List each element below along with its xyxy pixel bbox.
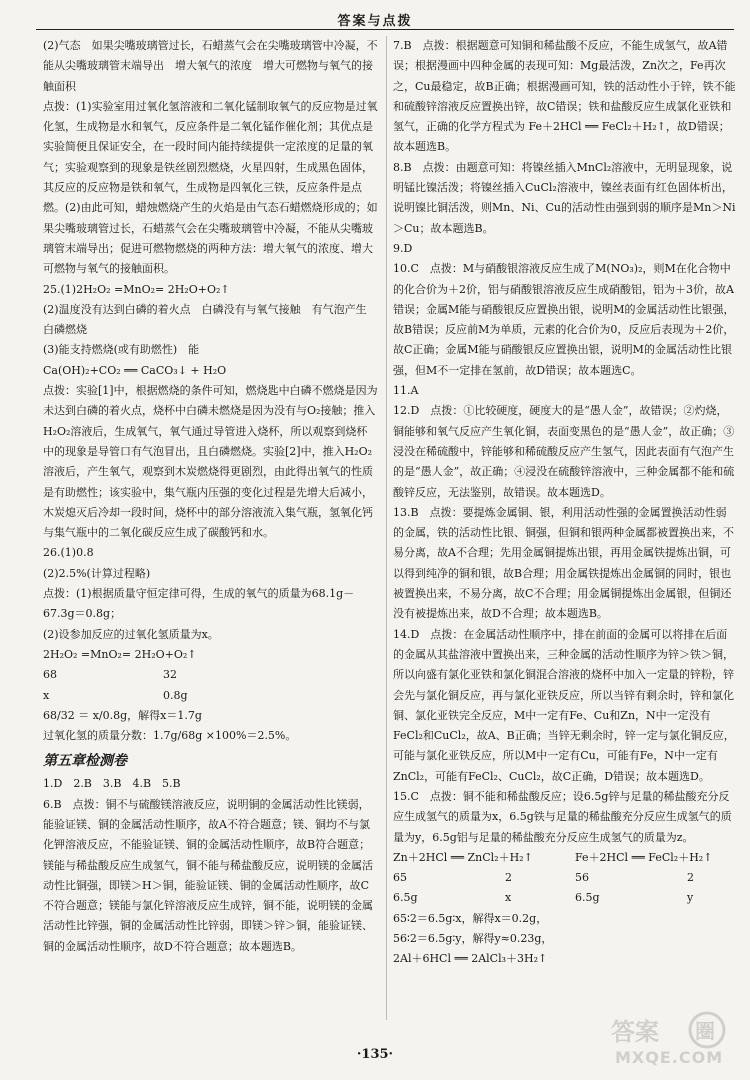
equation-cell: 56: [575, 871, 589, 885]
zinc-equation: Zn＋2HCl ══ ZnCl₂＋H₂↑: [393, 850, 533, 864]
equation-cell: 32: [163, 668, 177, 682]
zinc-solution: 65∶2＝6.5g∶x，解得x＝0.2g，: [393, 911, 548, 925]
answers-1-5: 1.D 2.B 3.B 4.B 5.B: [43, 777, 181, 791]
answer-25-2: (2)温度没有达到白磷的着火点 白磷没有与氧气接触 有气泡产生 白磷燃烧: [43, 302, 378, 337]
header-rule: [36, 29, 734, 30]
equation-row-values: [43, 686, 378, 706]
hydrogen-equation-block: [393, 848, 736, 909]
equation-cell: x: [43, 688, 50, 702]
equation-cell: 2: [505, 871, 512, 885]
answer-7: 7.B 点拨：根据题意可知铜和稀盐酸不反应，不能生成氢气，故A错误；根据漫画中四种金属的表现可知：Mg最活泼，Zn次之，Fe再次之，Cu最稳定，故B正确；根据漫画可知，铁的活动性小于锌，铁不能和硫酸锌溶液反应置换出锌，故C错误；铁和盐酸反应生成氯化亚铁和氢气，正确的化学方程式为 Fe＋2HCl ══ FeCl₂＋H₂↑，故D错误；故本题选B。: [393, 39, 736, 154]
equation-cell: 6.5g: [575, 891, 600, 905]
answer-25-explanation: 点拨：实验[1]中，根据燃烧的条件可知，燃烧匙中白磷不燃烧是因为未达到白磷的着火点，烧杯中白磷未燃烧是因为没有与O₂接触；推入H₂O₂溶液后，生成氧气，氧气通过导管进入烧杯，所以观察到烧杯中的现象是导管口有气泡冒出，且白磷燃烧。实验[2]中，推入H₂O₂溶液后，产生氧气，观察到木炭燃烧得更剧烈，由此得出氧气的性质是有助燃性；该实验中，集气瓶内压强的变化过程是先增大后减小，木炭熄灭后冷却一段时间，烧杯中的部分溶液流入集气瓶，氢氧化钙与集气瓶中的二氧化碳反应生成了碳酸钙和水。: [43, 384, 378, 540]
answer-26-explanation-1: 点拨：(1)根据质量守恒定律可得，生成的氧气的质量为68.1g－67.3g＝0.8g；: [43, 587, 355, 621]
answer-10: 10.C 点拨：M与硝酸银溶液反应生成了M(NO₃)₂，则M在化合物中的化合价为＋2价，铝与硝酸银溶液反应生成硝酸铝，铝为＋3价，故A错误；金属M能与硝酸银反应置换出银，说明M的金属活动性比银强，故B错误；反应前M为单质，元素的化合价为0，反应后表现为＋2价，故C正确；金属M能与硝酸银反应置换出银，说明M的金属活动性比银强，但M不一定排在氢前，故D错误；故本题选C。: [393, 262, 735, 377]
answer-9: 9.D: [393, 241, 413, 255]
answer-15: 15.C 点拨：铜不能和稀盐酸反应；设6.5g锌与足量的稀盐酸充分反应生成氢气的质量为x，6.5g铁与足量的稀盐酸充分反应生成氢气的质量为y，6.5g铝与足量的稀盐酸充分反应生成氢气的质量为z。: [393, 789, 732, 844]
svg-text:MXQE.COM: MXQE.COM: [615, 1048, 724, 1067]
answer-6: 6.B 点拨：铜不与硫酸镁溶液反应，说明铜的金属活动性比镁弱，能验证镁、铜的金属活动性顺序，故A不符合题意；镁、铜均不与氯化钾溶液反应，不能验证镁、铜的金属活动性顺序，故B符合题意；镁能与稀盐酸反应生成氢气，铜不能与稀盐酸反应，说明镁的金属活动性比铜强，即镁＞H＞铜，能验证镁、铜的金属活动性顺序，故C不符合题意；镁能与氯化锌溶液反应生成锌，铜不能，说明镁的金属活动性比锌强，铜的金属活动性比锌弱，即镁＞锌＞铜，能验证镁、铜的金属活动性顺序，故D不符合题意；故本题选B。: [43, 797, 373, 953]
equation-cell: y: [687, 891, 694, 905]
answer-12: 12.D 点拨：①比较硬度，硬度大的是“愚人金”，故错误；②灼烧，铜能够和氧气反应产生氧化铜，表面变黑色的是“愚人金”，故正确；③浸没在稀硫酸中，锌能够和稀硫酸反应产生氢气，因此表面有气泡产生的是“愚人金”，故正确；④浸没在硫酸锌溶液中，三种金属都不能和硫酸锌反应，无法鉴别，故错误。故本题选D。: [393, 404, 735, 499]
mass-fraction-result: 过氧化氢的质量分数：1.7g/68g ×100%＝2.5%。: [43, 729, 297, 743]
mass-equation-block: [43, 645, 378, 706]
answer-14: 14.D 点拨：在金属活动性顺序中，排在前面的金属可以将排在后面的金属从其盐溶液中置换出来，三种金属的活动性顺序为锌＞铁＞铜，所以向盛有氯化亚铁和氯化铜混合溶液的烧杯中加入一定量的锌粉，锌会先与氯化铜反应，再与氯化亚铁反应，所以当锌有剩余时，锌和氯化铜、氯化亚铁完全反应，M中一定有Fe、Cu和Zn，N中一定没有FeCl₂和CuCl₂，故A、B正确；当锌无剩余时，锌一定与氯化铜反应，可能与氯化亚铁反应，所以M中一定有Cu，可能有Fe，N中一定有ZnCl₂，可能有FeCl₂、CuCl₂，故C正确，D错误；故本题选D。: [393, 627, 735, 783]
answer-26-explanation-2: (2)设参加反应的过氧化氢质量为x。: [43, 627, 219, 641]
answer-25-equation: Ca(OH)₂+CO₂ ══ CaCO₃↓ + H₂O: [43, 363, 227, 377]
proportion-solution: 68/32 ＝ x/0.8g，解得x＝1.7g: [43, 708, 202, 722]
equation-reaction: 2H₂O₂ =MnO₂= 2H₂O+O₂↑: [43, 647, 197, 661]
equation-row-values: [393, 888, 736, 908]
answer-8: 8.B 点拨：由题意可知：将镍丝插入MnCl₂溶液中，无明显现象，说明锰比镍活泼；将镍丝插入CuCl₂溶液中，镍丝表面有红色固体析出，说明镍比铜活泼，则Mn、Ni、Cu的活动性由强到弱的顺序是Mn＞Ni＞Cu；故本题选B。: [393, 160, 736, 235]
iron-solution: 56∶2＝6.5g∶y，解得y≈0.23g，: [393, 932, 553, 946]
answer-24-2: (2)气态 如果尖嘴玻璃管过长，石蜡蒸气会在尖嘴玻璃管中冷凝，不能从尖嘴玻璃管末端导出 增大氧气的浓度 增大可燃物与氧气的接触面积: [43, 39, 378, 93]
header-title: 答案与点拨: [337, 14, 413, 29]
svg-text:答案: 答案: [611, 1018, 659, 1046]
page-number: ·135·: [356, 1047, 394, 1062]
equation-cell: 68: [43, 668, 57, 682]
page-header: [0, 0, 750, 30]
left-column: [43, 36, 378, 1020]
equation-cell: 2: [687, 871, 694, 885]
watermark-logo: [607, 1010, 732, 1068]
right-column: [393, 36, 736, 1020]
section-title: 第五章检测卷: [43, 753, 127, 770]
answer-11: 11.A: [393, 384, 419, 398]
equation-cell: 6.5g: [393, 891, 418, 905]
column-divider: [386, 36, 387, 1020]
iron-equation: Fe＋2HCl ══ FeCl₂＋H₂↑: [575, 850, 713, 864]
equation-row-masses: [393, 868, 736, 888]
equation-cell: x: [505, 891, 512, 905]
answer-26-2: (2)2.5%(计算过程略): [43, 566, 151, 580]
answer-25-3: (3)能支持燃烧(或有助燃性) 能: [43, 343, 200, 357]
answer-26-1: 26.(1)0.8: [43, 546, 94, 560]
equation-cell: 65: [393, 871, 407, 885]
answer-24-explanation: 点拨：(1)实验室用过氧化氢溶液和二氧化锰制取氧气的反应物是过氧化氢，生成物是水和氧气，反应条件是二氧化锰作催化剂；其优点是实验简便且保证安全，在一段时间内能持续提供一定浓度的足量的氧气；实验观察到的现象是铁丝剧烈燃烧，火星四射，生成黑色固体，其反应的反应物是铁和氧气，生成物是四氧化三铁，反应条件是点燃。(2)由此可知，蜡烛燃烧产生的火焰是由气态石蜡燃烧形成的；如果尖嘴玻璃管过长，石蜡蒸气会在尖嘴玻璃管中冷凝，不能从尖嘴玻璃管末端导出；促进可燃物燃烧的两种方法：增大氧气的浓度、增大可燃物与氧气的接触面积。: [43, 99, 378, 276]
svg-text:圈: 圈: [695, 1019, 715, 1043]
answer-13: 13.B 点拨：要提炼金属铜、银，利用活动性强的金属置换活动性弱的金属，铁的活动性比银、铜强，但铜和银两种金属都被置换出来，不易分离，故A不合理；先用金属铜提炼出银，再用金属铁提炼出铜，可以得到纯净的铜和银，故B合理；用金属铁提炼出金属铜的同时，银也被置换出来，不易分离，故C不合理；用金属铜提炼出金属银，但铜还没有被提炼出来，故D不合理；故本题选B。: [393, 505, 734, 621]
equation-row-masses: [43, 665, 378, 685]
equation-cell: 0.8g: [163, 688, 188, 702]
equation-row-reactions: [393, 848, 736, 868]
answer-25-1: 25.(1)2H₂O₂ =MnO₂= 2H₂O+O₂↑: [43, 282, 230, 296]
aluminium-equation: 2Al＋6HCl ══ 2AlCl₃＋3H₂↑: [393, 952, 548, 966]
